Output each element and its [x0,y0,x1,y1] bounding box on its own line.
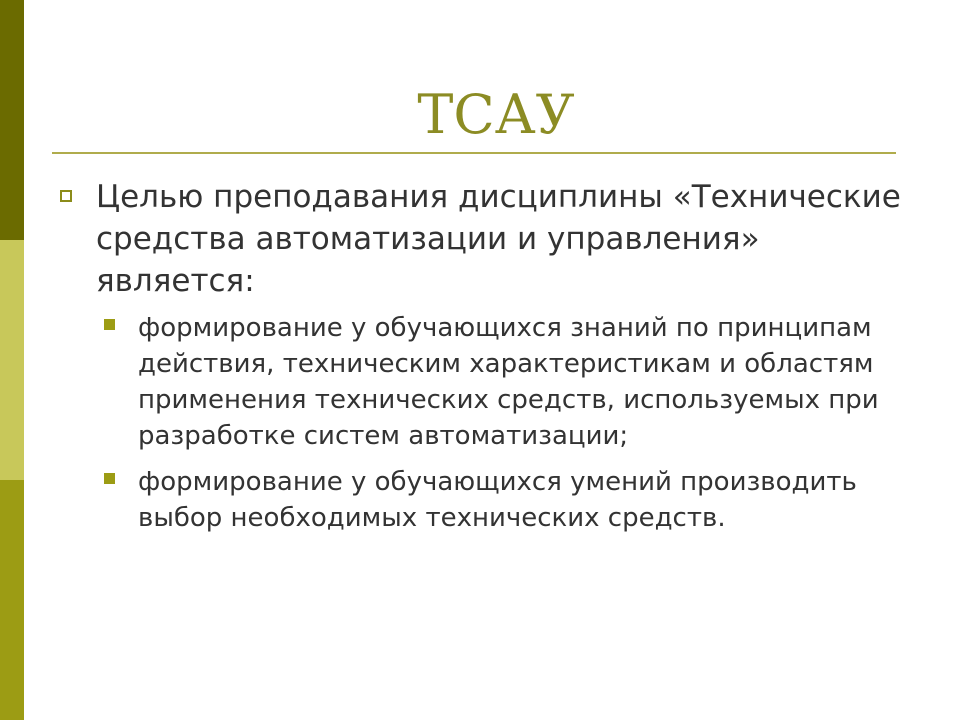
slide-content [60,176,910,536]
side-bar-segment-middle [0,240,24,480]
sub-bullet-text: формирование у обучающихся знаний по принципам действия, техническим характеристикам и областям применения технических средств, используемых при разработке систем автоматизации; [138,313,879,451]
filled-square-bullet-icon [104,473,115,484]
slide-title: ТСАУ [417,83,575,146]
main-bullet-item [60,176,910,302]
hollow-square-bullet-icon [60,190,72,202]
side-bar-segment-bottom [0,480,24,720]
decorative-side-bar [0,0,24,720]
sub-bullet-text: формирование у обучающихся умений производить выбор необходимых технических средств. [138,467,857,533]
sub-bullet-item [60,464,910,536]
side-bar-segment-top [0,0,24,240]
sub-bullet-item [60,310,910,454]
title-divider [52,152,896,154]
main-bullet-text: Целью преподавания дисциплины «Технические средства автоматизации и управления» является: [96,179,901,299]
filled-square-bullet-icon [104,319,115,330]
